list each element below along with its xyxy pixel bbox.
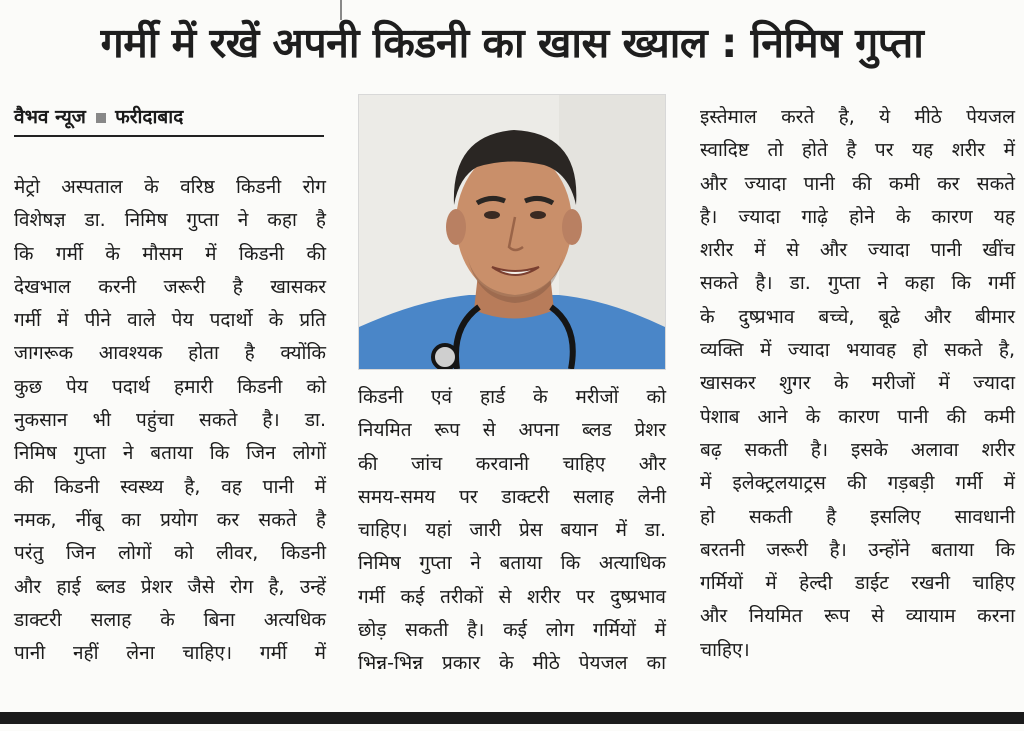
portrait-photo-icon — [359, 95, 665, 369]
text-line: छोड़ सकती है। कई लोग गर्मियों में — [358, 619, 666, 642]
text-line: समय-समय पर डाक्टरी सलाह लेनी — [358, 485, 666, 508]
text-line: किडनी एवं हार्ड के मरीजों को — [358, 386, 666, 408]
text-line: गर्मी कई तरीकों से शरीर पर दुष्प्रभाव — [358, 585, 666, 608]
text-line: शरीर में से और ज्यादा पानी खींच — [700, 239, 1015, 262]
text-line: की किडनी स्वस्थ्य है, वह पानी में — [14, 475, 326, 498]
text-line: बढ़ सकती है। इसके अलावा शरीर — [700, 438, 1015, 461]
byline-source: वैभव न्यूज — [14, 106, 86, 128]
text-line: चाहिए। यहां जारी प्रेस बयान में डा. — [358, 519, 666, 542]
text-line: स्वादिष्ट तो होते है पर यह शरीर में — [700, 139, 1015, 162]
text-line: में इलेक्ट्रलयाट्रस की गड़बड़ी गर्मी में — [700, 472, 1015, 495]
bottom-border-rule — [0, 712, 1024, 724]
text-line: के दुष्प्रभाव बच्चे, बूढे और बीमार — [700, 305, 1015, 328]
text-line: नमक, नींबू का प्रयोग कर सकते है — [14, 508, 326, 531]
byline — [14, 103, 324, 137]
article-column-1 — [14, 171, 326, 670]
headline: गर्मी में रखें अपनी किडनी का खास ख्याल : निमिष गुप्ता — [100, 19, 924, 67]
text-line: चाहिए। — [700, 638, 750, 661]
article-column-2 — [358, 381, 666, 681]
text-line: इस्तेमाल करते है, ये मीठे पेयजल — [700, 106, 1015, 128]
text-line: बरतनी जरूरी है। उन्होंने बताया कि — [700, 538, 1015, 561]
text-line: कुछ पेय पदार्थ हमारी किडनी को — [14, 375, 326, 398]
text-line: और नियमित रूप से व्यायाम करना — [700, 605, 1015, 628]
text-line: सकते है। डा. गुप्ता ने कहा कि गर्मी — [700, 272, 1015, 295]
text-line: निमिष गुप्ता ने बताया कि अत्याधिक — [358, 552, 666, 575]
byline-location: फरीदाबाद — [115, 106, 184, 128]
text-line: परंतु जिन लोगों को लीवर, किडनी — [14, 542, 326, 565]
text-line: व्यक्ति में ज्यादा भयावह हो सकते है, — [700, 339, 1015, 362]
article-column-3 — [700, 101, 1015, 667]
text-line: है। ज्यादा गाढ़े होने के कारण यह — [700, 205, 1015, 228]
text-line: हो सकती है इसलिए सावधानी — [700, 505, 1015, 528]
text-line: पानी नहीं लेना चाहिए। गर्मी में — [14, 642, 326, 665]
text-line: देखभाल करनी जरूरी है खासकर — [14, 275, 326, 298]
text-line: खासकर शुगर के मरीजों में ज्यादा — [700, 372, 1015, 395]
text-line: भिन्न-भिन्न प्रकार के मीठे पेयजल का — [358, 652, 666, 675]
text-line: और हाई ब्लड प्रेशर जैसे रोग है, उन्हें — [14, 575, 326, 598]
text-line: कि गर्मी के मौसम में किडनी की — [14, 242, 326, 265]
text-line: विशेषज्ञ डा. निमिष गुप्ता ने कहा है — [14, 209, 326, 232]
text-line: नुकसान भी पहुंचा सकते है। डा. — [14, 409, 326, 432]
square-bullet-icon — [96, 113, 106, 123]
text-line: गर्मी में पीने वाले पेय पदार्थो के प्रति — [14, 309, 326, 332]
text-line: और ज्यादा पानी की कमी कर सकते — [700, 172, 1015, 195]
text-line: नियमित रूप से अपना ब्लड प्रेशर — [358, 419, 666, 442]
text-line: जागरूक आवश्यक होता है क्योंकि — [14, 342, 326, 365]
doctor-portrait-photo — [358, 94, 666, 370]
text-line: पेशाब आने के कारण पानी की कमी — [700, 405, 1015, 428]
text-line: डाक्टरी सलाह के बिना अत्यधिक — [14, 608, 326, 631]
text-line: गर्मियों में हेल्दी डाईट रखनी चाहिए — [700, 572, 1015, 595]
text-line: निमिष गुप्ता ने बताया कि जिन लोगों — [14, 442, 326, 465]
text-line: मेट्रो अस्पताल के वरिष्ठ किडनी रोग — [14, 176, 326, 198]
text-line: की जांच करवानी चाहिए और — [358, 452, 666, 475]
